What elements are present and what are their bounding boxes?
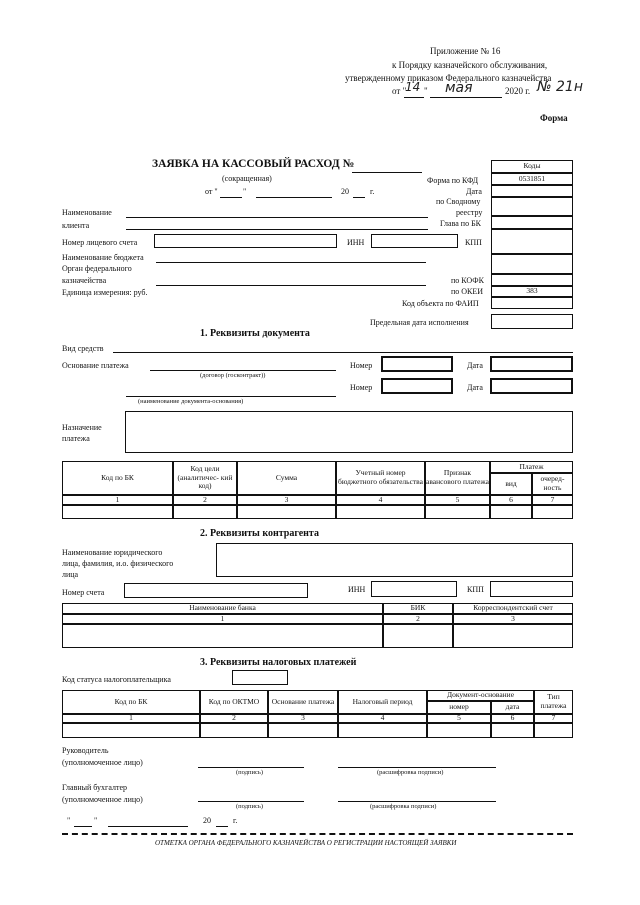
appendix-date-year: 2020 г.: [505, 86, 531, 96]
t1-cell[interactable]: [425, 505, 490, 519]
t3-col-kbk: Код по БК: [62, 690, 200, 714]
appendix-date-day: 14: [405, 80, 421, 94]
t2-cell[interactable]: [383, 624, 453, 648]
svod-label-1: по Сводному: [436, 197, 481, 206]
svod-label-2: реестру: [456, 208, 483, 217]
t1-num: 6: [490, 495, 532, 505]
t3-col-period: Налоговый период: [338, 690, 427, 714]
t1-num: 7: [532, 495, 573, 505]
t2-col-bank: Наименование банка: [62, 603, 383, 614]
t3-num: 2: [200, 714, 268, 723]
t3-num: 1: [62, 714, 200, 723]
acc-decode-note: (расшифровка подписи): [370, 803, 437, 810]
number2-input[interactable]: [381, 378, 453, 394]
client-line-1[interactable]: [126, 217, 428, 218]
purpose-input[interactable]: [125, 411, 573, 453]
faip-label: Код объекта по ФАИП: [402, 299, 479, 308]
purpose-label-1: Назначение: [62, 423, 102, 432]
okei-label: по ОКЕИ: [451, 287, 484, 296]
basis-line[interactable]: [150, 370, 336, 371]
t1-num: 3: [237, 495, 336, 505]
fk-label-1: Орган федерального: [62, 264, 132, 273]
appendix-date-prefix: от ": [392, 86, 407, 96]
faip-code[interactable]: [491, 297, 573, 309]
acc-sign-note: (подпись): [236, 803, 263, 810]
header-date-20: 20: [341, 187, 349, 196]
sig-date-day[interactable]: [74, 826, 92, 827]
contract-note: (договор (госконтракт)): [200, 372, 266, 379]
appendix-line3: утвержденному приказом Федерального казначейства: [345, 73, 552, 83]
t3-cell[interactable]: [268, 723, 338, 738]
client-label-1: Наименование: [62, 208, 112, 217]
t3-num: 3: [268, 714, 338, 723]
appendix-date-mid: ": [424, 86, 428, 96]
appendix-number: № 21н: [537, 79, 583, 95]
t3-col-doc: Документ-основание: [427, 690, 534, 701]
date-input-1[interactable]: [490, 356, 573, 372]
kofk-code[interactable]: [491, 274, 573, 286]
t3-col-docdate: дата: [491, 701, 534, 714]
t3-num: 4: [338, 714, 427, 723]
t1-cell[interactable]: [336, 505, 425, 519]
appendix-date-month: мая: [445, 80, 473, 96]
doc-line[interactable]: [126, 396, 336, 397]
kpp-label: КПП: [465, 238, 482, 247]
header-date-from: от ": [205, 187, 218, 196]
form-title: ЗАЯВКА НА КАССОВЫЙ РАСХОД №: [152, 158, 355, 170]
t1-num: 1: [62, 495, 173, 505]
t3-col-basis: Основание платежа: [268, 690, 338, 714]
t1-num: 5: [425, 495, 490, 505]
inn-label: ИНН: [347, 238, 365, 247]
cp-name-input[interactable]: [216, 543, 573, 577]
funds-label: Вид средств: [62, 344, 104, 353]
t1-num: 2: [173, 495, 237, 505]
status-input[interactable]: [232, 670, 288, 685]
t1-num: 4: [336, 495, 425, 505]
head-decode-note: (расшифровка подписи): [377, 769, 444, 776]
funds-line[interactable]: [113, 352, 573, 353]
t1-col-advance: Признак авансового платежа: [425, 461, 490, 495]
fk-line[interactable]: [156, 285, 426, 286]
client-label-2: клиента: [62, 221, 90, 230]
glava-label: Глава по БК: [440, 219, 481, 228]
cp-name-label-3: лица: [62, 570, 79, 579]
acc-decode-line[interactable]: [338, 801, 496, 802]
head-label-1: Руководитель: [62, 746, 109, 755]
t3-cell[interactable]: [62, 723, 200, 738]
section2-title: 2. Реквизиты контрагента: [200, 528, 319, 539]
cp-name-label-2: лица, фамилия, и.о. физического: [62, 559, 174, 568]
t2-cell[interactable]: [62, 624, 383, 648]
t2-col-corr: Корреспондентский счет: [453, 603, 573, 614]
fk-label-2: казначейства: [62, 276, 107, 285]
t1-cell[interactable]: [62, 505, 173, 519]
sig-date-g: г.: [233, 816, 238, 825]
t1-col-obligation: Учетный номер бюджетного обязательства: [336, 461, 425, 495]
footer-note: ОТМЕТКА ОРГАНА ФЕДЕРАЛЬНОГО КАЗНАЧЕЙСТВА О РЕГИСТРАЦИИ НАСТОЯЩЕЙ ЗАЯВКИ: [155, 839, 457, 847]
form-subtitle: (сокращенная): [222, 174, 272, 183]
cut-line: [62, 833, 573, 835]
cp-inn-label: ИНН: [348, 585, 366, 594]
head-sign-note: (подпись): [236, 769, 263, 776]
sig-date-month[interactable]: [108, 826, 188, 827]
t1-col-goal: Код цели (аналитичес- кий код): [173, 461, 237, 495]
cp-account-label: Номер счета: [62, 588, 105, 597]
client-line-2[interactable]: [126, 229, 428, 230]
t3-num: 7: [534, 714, 573, 723]
number2-label: Номер: [350, 383, 373, 392]
t3-num: 6: [491, 714, 534, 723]
header-date-g: г.: [370, 187, 375, 196]
t1-col-kind: вид: [490, 473, 532, 495]
t3-col-docnum: номер: [427, 701, 491, 714]
sig-date-q1: ": [67, 816, 71, 825]
date-label: Дата: [466, 187, 482, 196]
acc-sign-line[interactable]: [198, 801, 304, 802]
t2-num: 3: [453, 614, 573, 624]
svod-code[interactable]: [491, 197, 573, 216]
unit-label: Единица измерения: руб.: [62, 288, 148, 297]
codes-header: Коды: [491, 160, 573, 173]
cp-name-label-1: Наименование юридического: [62, 548, 163, 557]
t3-num: 5: [427, 714, 491, 723]
t3-cell[interactable]: [200, 723, 268, 738]
t1-cell[interactable]: [490, 505, 532, 519]
head-decode-line[interactable]: [338, 767, 496, 768]
acc-label-2: (уполномоченное лицо): [62, 795, 143, 804]
basis-label: Основание платежа: [62, 361, 129, 370]
cp-inn-input[interactable]: [371, 581, 457, 597]
status-label: Код статуса налогоплательщика: [62, 675, 171, 684]
t1-cell[interactable]: [532, 505, 573, 519]
date-input-2[interactable]: [490, 378, 573, 394]
blank-code-2: [491, 254, 573, 274]
budget-label: Наименование бюджета: [62, 253, 144, 262]
deadline-label: Предельная дата исполнения: [370, 318, 469, 327]
kofk-label: по КОФК: [451, 276, 484, 285]
t2-col-bik: БИК: [383, 603, 453, 614]
t1-cell[interactable]: [237, 505, 336, 519]
kfd-label: Форма по КФД: [427, 176, 479, 185]
t1-col-order: очеред- ность: [532, 473, 573, 495]
t3-col-type: Тип платежа: [534, 690, 573, 714]
doc-note: (наименование документа-основания): [138, 398, 244, 405]
t1-col-kbk: Код по БК: [62, 461, 173, 495]
glava-code[interactable]: [491, 216, 573, 229]
t1-col-sum: Сумма: [237, 461, 336, 495]
form-label: Форма: [540, 113, 568, 123]
section1-title: 1. Реквизиты документа: [200, 328, 310, 339]
head-sign-line[interactable]: [198, 767, 304, 768]
sig-date-20: 20: [203, 816, 211, 825]
kfd-code[interactable]: 0531851: [491, 173, 573, 185]
sig-date-q2: ": [94, 816, 98, 825]
date-code[interactable]: [491, 185, 573, 197]
t1-col-payment: Платеж: [490, 461, 573, 473]
purpose-label-2: платежа: [62, 434, 90, 443]
deadline-input[interactable]: [491, 314, 573, 329]
t3-cell[interactable]: [534, 723, 573, 738]
inn-input[interactable]: [371, 234, 458, 248]
head-label-2: (уполномоченное лицо): [62, 758, 143, 767]
t3-cell[interactable]: [427, 723, 491, 738]
account-input[interactable]: [154, 234, 337, 248]
acc-label-1: Главный бухгалтер: [62, 783, 127, 792]
t2-num: 1: [62, 614, 383, 624]
number-input[interactable]: [381, 356, 453, 372]
budget-line[interactable]: [156, 262, 426, 263]
t2-num: 2: [383, 614, 453, 624]
date-label-2: Дата: [467, 383, 483, 392]
cp-kpp-input[interactable]: [490, 581, 573, 597]
sig-date-year[interactable]: [216, 826, 228, 827]
cp-kpp-label: КПП: [467, 585, 484, 594]
header-date-q: ": [243, 187, 247, 196]
t2-cell[interactable]: [453, 624, 573, 648]
blank-code-1: [491, 229, 573, 254]
t3-cell[interactable]: [491, 723, 534, 738]
appendix-line1: Приложение № 16: [430, 46, 501, 56]
okei-code: 383: [491, 286, 573, 297]
appendix-line2: к Порядку казначейского обслуживания,: [392, 60, 548, 70]
t3-col-oktmo: Код по ОКТМО: [200, 690, 268, 714]
account-label: Номер лицевого счета: [62, 238, 138, 247]
section3-title: 3. Реквизиты налоговых платежей: [200, 657, 357, 668]
t1-cell[interactable]: [173, 505, 237, 519]
cp-account-input[interactable]: [124, 583, 308, 598]
t3-cell[interactable]: [338, 723, 427, 738]
number-label: Номер: [350, 361, 373, 370]
date-label-1: Дата: [467, 361, 483, 370]
